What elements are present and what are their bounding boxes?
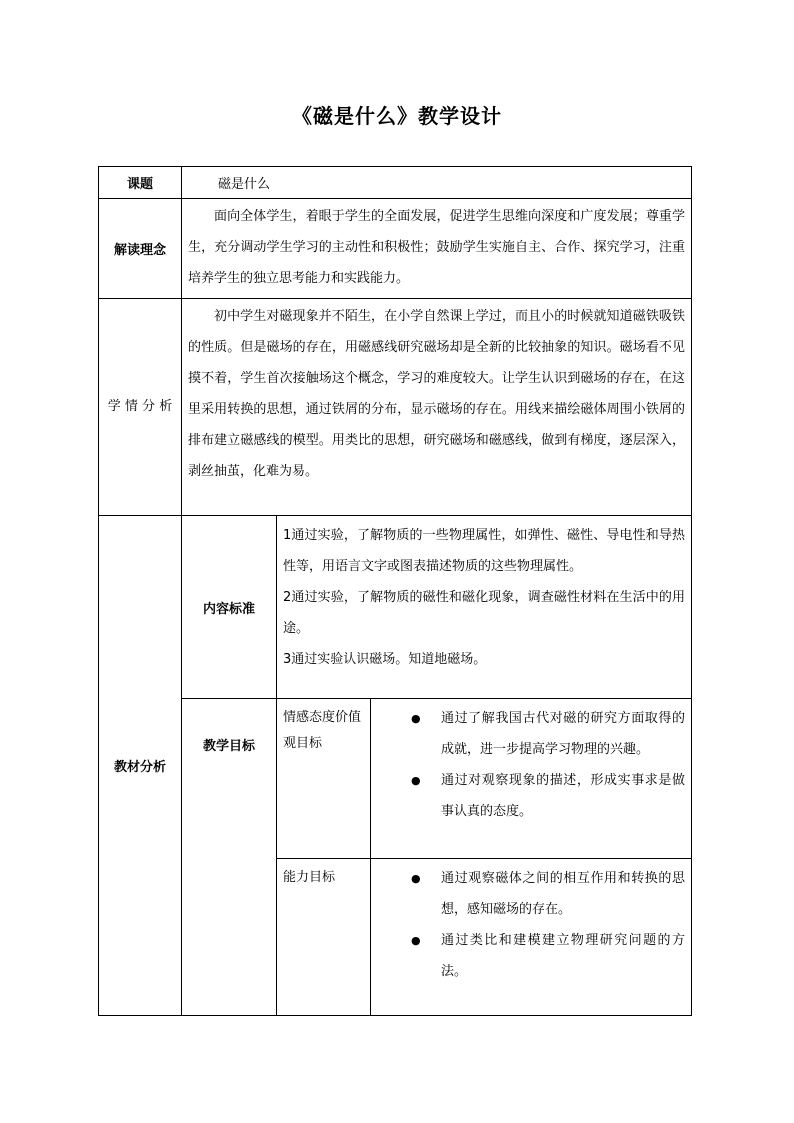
material-analysis-label: 教材分析 xyxy=(99,516,182,1016)
document-title: 《磁是什么》教学设计 xyxy=(292,104,502,128)
goal-bullet-item: ● 通过类比和建模建立物理研究问题的方法。 xyxy=(441,925,685,987)
philosophy-label: 解读理念 xyxy=(99,199,182,299)
content-standard-item: 2通过实验，了解物质的磁性和磁化现象，调查磁性材料在生活中的用途。 xyxy=(283,590,685,636)
row-philosophy xyxy=(99,199,692,299)
content-standard-item: 3通过实验认识磁场。知道地磁场。 xyxy=(283,652,487,667)
goal-bullet-item: ● 通过对观察现象的描述，形成实事求是做事认真的态度。 xyxy=(441,765,685,827)
teaching-goals-label: 教学目标 xyxy=(182,699,277,1016)
goal-bullet-item: ● 通过了解我国古代对磁的研究方面取得的成就，进一步提高学习物理的兴趣。 xyxy=(441,703,685,765)
topic-label: 课题 xyxy=(99,167,182,199)
row-content-standard xyxy=(99,516,692,699)
ability-goals-cell xyxy=(371,859,692,1016)
content-standard-list xyxy=(277,516,692,699)
goal-bullet-item: ● 通过观察磁体之间的相互作用和转换的思想，感知磁场的存在。 xyxy=(441,863,685,925)
content-standard-label: 内容标准 xyxy=(182,516,277,699)
row-topic xyxy=(99,167,692,199)
student-analysis-text: 初中学生对磁现象并不陌生，在小学自然课上学过，而且小的时候就知道磁铁吸铁的性质。但是磁场的存在，用磁感线研究磁场却是全新的比较抽象的知识。磁场看不见摸不着，学生首次接触场这个概念，学习的难度较大。让学生认识到磁场的存在，在这里采用转换的思想，通过铁屑的分布，显示磁场的存在。用线来描绘磁体周围小铁屑的排布建立磁感线的模型。用类比的思想，研究磁场和磁感线，做到有梯度，逐层深入，剥丝抽茧，化难为易。 xyxy=(182,299,692,516)
ability-goals-label: 能力目标 xyxy=(277,859,371,1016)
topic-value: 磁是什么 xyxy=(182,167,692,199)
student-analysis-label: 学 情 分 析 xyxy=(99,299,182,516)
emotion-goals-list xyxy=(371,699,691,827)
emotion-goals-label: 情感态度价值观目标 xyxy=(277,699,371,859)
emotion-goals-cell xyxy=(371,699,692,859)
philosophy-text: 面向全体学生，着眼于学生的全面发展，促进学生思维向深度和广度发展；尊重学生，充分调动学生学习的主动性和积极性；鼓励学生实施自主、合作、探究学习，注重培养学生的独立思考能力和实践能力。 xyxy=(182,199,692,299)
row-student-analysis xyxy=(99,299,692,516)
lesson-plan-table xyxy=(98,166,692,1016)
content-standard-item: 1通过实验，了解物质的一些物理属性，如弹性、磁性、导电性和导热性等，用语言文字或图表描述物质的这些物理属性。 xyxy=(283,528,685,574)
ability-goals-list xyxy=(371,859,691,987)
row-emotion-goals xyxy=(99,699,692,859)
